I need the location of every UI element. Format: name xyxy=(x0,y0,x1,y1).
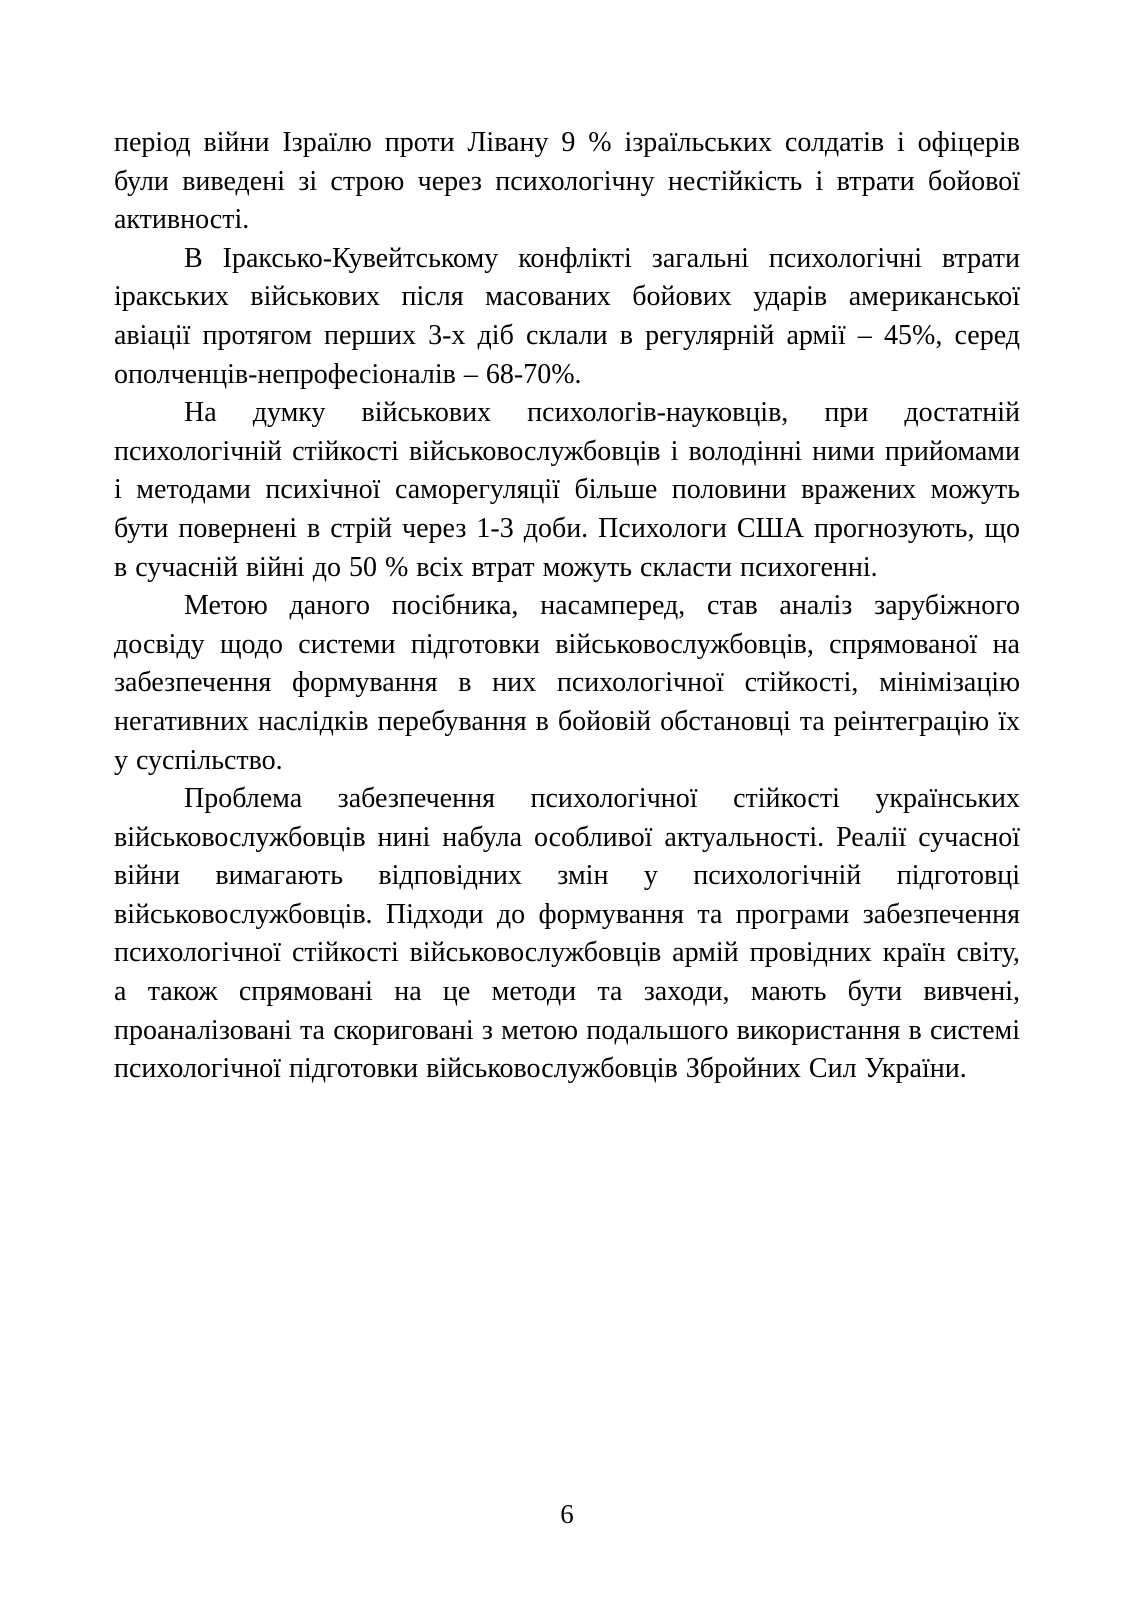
paragraph: Проблема забезпечення психологічної стійкості українських військовослужбовців нині набула особливої актуальності. Реалії сучасної війни вимагають відповідних змін у психологічній підготовці військовослужбовців. Підходи до формування та програми забезпечення психологічної стійкості військовослужбовців армій провідних країн світу, а також спрямовані на це методи та заходи, мають бути вивчені, проаналізовані та скориговані з метою подальшого використання в системі психологічної підготовки військовослужбовців Збройних Сил України. xyxy=(114,783,1020,1085)
body-text xyxy=(114,124,1020,1089)
paragraph: На думку військових психологів-науковців, при достатній психологічній стійкості військовослужбовців і володінні ними прийомами і методами психічної саморегуляції більше половини вражених можуть бути повернені в стрій через 1-3 доби. Психологи США прогнозують, що в сучасній війні до 50 % всіх втрат можуть скласти психогенні. xyxy=(114,397,1020,583)
paragraph-continuation: період війни Ізраїлю проти Лівану 9 % ізраїльських солдатів і офіцерів були виведені зі строю через психологічну нестійкість і втрати бойової активності. xyxy=(114,127,1020,236)
page-number: 6 xyxy=(560,1499,574,1529)
paragraph: Метою даного посібника, насамперед, став аналіз зарубіжного досвіду щодо системи підготовки військовослужбовців, спрямованої на забезпечення формування в них психологічної стійкості, мінімізацію негативних наслідків перебування в бойовій обстановці та реінтеграцію їх у суспільство. xyxy=(114,590,1020,776)
paragraph: В Іраксько-Кувейтському конфлікті загальні психологічні втрати іракських військових після масованих бойових ударів американської авіації протягом перших 3-х діб склали в регулярній армії – 45%, серед ополченців-непрофесіоналів – 68-70%. xyxy=(114,242,1020,390)
